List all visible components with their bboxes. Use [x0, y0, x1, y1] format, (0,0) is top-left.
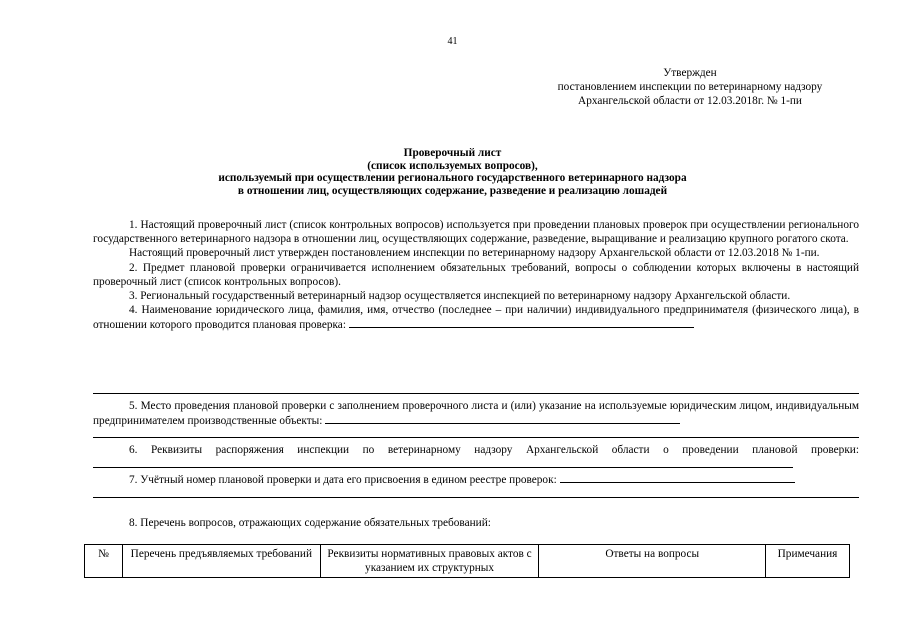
title-line-2: (список используемых вопросов), [367, 159, 538, 172]
header-notes: Примечания [766, 545, 850, 578]
order-details-field[interactable] [93, 457, 793, 468]
paragraph-2: 2. Предмет плановой проверки ограничивается исполнением обязательных требований, вопросы о соблюдении которых включены в настоящий проверочный лист (список контрольных вопросов). [93, 261, 859, 288]
registry-number-field[interactable] [560, 472, 795, 483]
paragraph-7 [93, 472, 859, 487]
paragraph-7-text: 7. Учётный номер плановой проверки и дата его присвоения в едином реестре проверок: [129, 474, 557, 487]
approval-line-2: постановлением инспекции по ветеринарному надзору [557, 81, 823, 93]
title-line-4: в отношении лиц, осуществляющих содержание, разведение и реализацию лошадей [237, 184, 668, 197]
approval-line-1: Утвержден [663, 67, 717, 79]
header-legal-acts: Реквизиты нормативных правовых актов с указанием их структурных [320, 545, 539, 578]
paragraph-6 [93, 443, 859, 472]
blank-line-5 [93, 437, 859, 438]
paragraph-4-text: 4. Наименование юридического лица, фамилия, имя, отчество (последнее – при наличии) индивидуального предпринимателя (физического лица), в отношении которого проводится плановая проверка: [93, 304, 859, 332]
body-text-6 [93, 443, 859, 488]
title-line-1: Проверочный лист [403, 147, 502, 159]
paragraph-8: 8. Перечень вопросов, отражающих содержание обязательных требований: [129, 517, 491, 529]
inspection-place-field[interactable] [325, 413, 680, 424]
approval-line-3: Архангельской области от 12.03.2018г. № 1-пи [578, 95, 802, 107]
body-text-5 [93, 399, 859, 428]
approval-block [520, 66, 860, 108]
paragraph-1: 1. Настоящий проверочный лист (список контрольных вопросов) используется при проведении плановых проверок при осуществлении регионального государственного ветеринарного надзора в отношении лиц, осуществляющих содержание, разведение, выращивание и реализацию крупного рогатого скота. [93, 219, 859, 246]
table-header-row [85, 545, 850, 578]
document-title [150, 147, 755, 197]
paragraph-5-text: 5. Место проведения плановой проверки с заполнением проверочного листа и (или) указание на используемые юридическим лицом, индивидуальным предпринимателем производственные объекты: [93, 400, 859, 428]
paragraph-4 [93, 303, 859, 332]
paragraph-5 [93, 399, 859, 428]
page-number: 41 [447, 36, 458, 47]
paragraph-6-text: 6. Реквизиты распоряжения инспекции по ветеринарному надзору Архангельской области о проведении плановой проверки: [129, 444, 859, 456]
body-text [93, 218, 859, 333]
inspected-entity-field[interactable] [349, 317, 694, 328]
blank-line-4 [93, 393, 859, 394]
title-line-3: используемый при осуществлении регионального государственного ветеринарного надзора [218, 172, 687, 184]
blank-line-7 [93, 497, 859, 498]
body-text-8 [93, 516, 859, 530]
header-number: № [85, 545, 123, 578]
requirements-table [84, 544, 850, 578]
paragraph-1b: Настоящий проверочный лист утвержден постановлением инспекции по ветеринарному надзору Архангельской области от 12.03.2018 № 1-пи. [129, 247, 820, 260]
header-answers: Ответы на вопросы [539, 545, 766, 578]
header-requirements: Перечень предъявляемых требований [122, 545, 320, 578]
paragraph-3: 3. Региональный государственный ветеринарный надзор осуществляется инспекцией по ветеринарному надзору Архангельской области. [129, 290, 791, 303]
